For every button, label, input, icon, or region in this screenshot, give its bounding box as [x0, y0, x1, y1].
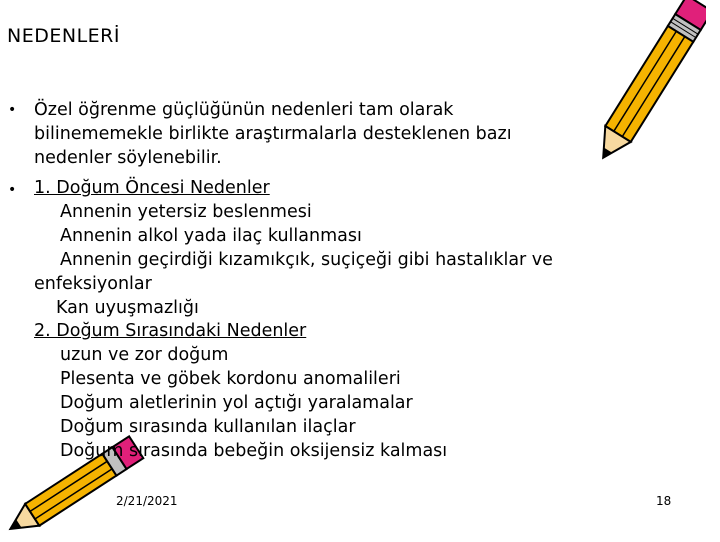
- bullet-1-line-1: Özel öğrenme güçlüğünün nedenleri tam olarak: [34, 100, 454, 120]
- bullet-1-line-3: nedenler söylenebilir.: [34, 148, 222, 168]
- list-item: uzun ve zor doğum: [60, 345, 229, 365]
- slide-date: 2/21/2021: [116, 494, 178, 508]
- pencil-top-right-icon: [596, 0, 706, 175]
- list-item: enfeksiyonlar: [34, 274, 152, 294]
- list-item: Doğum sırasında kullanılan ilaçlar: [60, 417, 356, 437]
- bullet-dot: •: [8, 182, 17, 198]
- section-heading-prenatal: 1. Doğum Öncesi Nedenler: [34, 178, 270, 198]
- list-item: Plesenta ve göbek kordonu anomalileri: [60, 369, 401, 389]
- list-item: Doğum sırasında bebeğin oksijensiz kalması: [60, 441, 448, 461]
- list-item: Doğum aletlerinin yol açtığı yaralamalar: [60, 393, 413, 413]
- bullet-dot: •: [8, 102, 17, 118]
- list-item: Annenin yetersiz beslenmesi: [60, 202, 312, 222]
- list-item: Annenin geçirdiği kızamıkçık, suçiçeği gibi hastalıklar ve: [60, 250, 553, 270]
- list-item: Annenin alkol yada ilaç kullanması: [60, 226, 362, 246]
- slide-title: NEDENLERİ: [7, 25, 120, 47]
- bullet-1-line-2: bilinememekle birlikte araştırmalarla desteklenen bazı: [34, 124, 512, 144]
- section-heading-birth: 2. Doğum Sırasındaki Nedenler: [34, 321, 307, 341]
- list-item: Kan uyuşmazlığı: [56, 298, 199, 318]
- slide-number: 18: [656, 494, 672, 508]
